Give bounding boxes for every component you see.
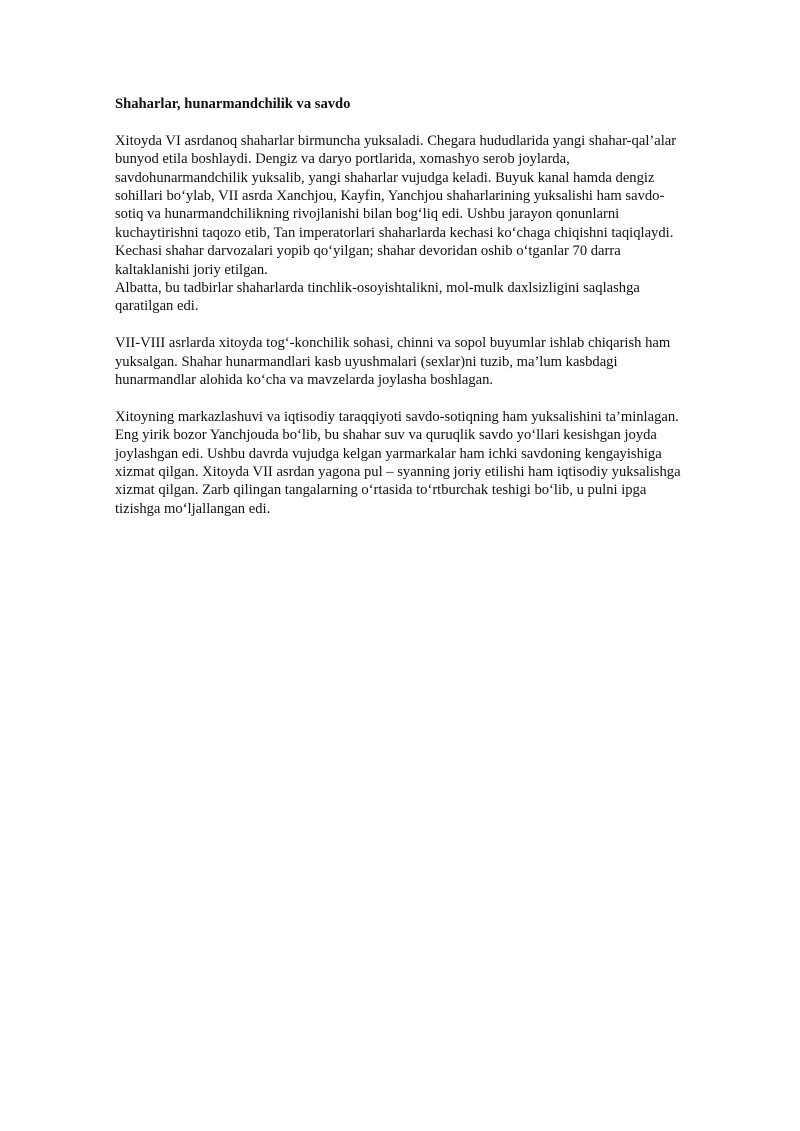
paragraph-line: joylashgan edi. Ushbu davrda vujudga kelgan yarmarkalar ham ichki savdoning kengayishiga [115, 445, 662, 462]
paragraph-spacer [115, 316, 745, 334]
paragraph-line: Albatta, bu tadbirlar shaharlarda tinchlik-osoyishtalikni, mol-mulk daxlsizligini saqlashga [115, 280, 640, 297]
paragraph-line: sotiq va hunarmandchilikning rivojlanishi bilan bog‘liq edi. Ushbu jarayon qonunlarni [115, 206, 620, 223]
paragraph-line: xizmat qilgan. Zarb qilingan tangalarning o‘rtasida to‘rtburchak teshigi bo‘lib, u pulni ipga [115, 482, 647, 499]
paragraph-3 [115, 408, 745, 518]
paragraph-line: tizishga mo‘ljallangan edi. [115, 500, 271, 517]
paragraph-line: Xitoyda VI asrdanoq shaharlar birmuncha yuksaladi. Chegara hududlarida yangi shahar-qal’alar [115, 132, 677, 149]
paragraph-1 [115, 132, 745, 316]
paragraph-line: savdohunarmandchilik yuksalib, yangi shaharlar vujudga keladi. Buyuk kanal hamda dengiz [115, 169, 655, 186]
paragraph-spacer [115, 389, 745, 407]
paragraph-line: qaratilgan edi. [115, 298, 199, 315]
paragraph-line: Eng yirik bozor Yanchjouda bo‘lib, bu shahar suv va quruqlik savdo yo‘llari kesishgan joyda [115, 427, 657, 444]
paragraph-line: kaltaklanishi joriy etilgan. [115, 261, 268, 278]
paragraph-line: xizmat qilgan. Xitoyda VII asrdan yagona pul – syanning joriy etilishi ham iqtisodiy yuksalishga [115, 464, 681, 481]
paragraph-line: Xitoyning markazlashuvi va iqtisodiy taraqqiyoti savdo-sotiqning ham yuksalishini ta’minlagan. [115, 408, 679, 425]
paragraph-line: hunarmandlar alohida ko‘cha va mavzelarda joylasha boshlagan. [115, 372, 494, 389]
paragraph-line: kuchaytirishni taqozo etib, Tan imperatorlari shaharlarda kechasi ko‘chaga chiqishni taqiqlaydi. [115, 224, 674, 241]
paragraph-line: bunyod etila boshlaydi. Dengiz va daryo portlarida, xomashyo serob joylarda, [115, 151, 570, 168]
paragraph-line: yuksalgan. Shahar hunarmandlari kasb uyushmalari (sexlar)ni tuzib, ma’lum kasbdagi [115, 353, 618, 370]
paragraph-line: sohillari bo‘ylab, VII asrda Xanchjou, Kayfin, Yanchjou shaharlarining yuksalishi ham savdo- [115, 188, 665, 205]
document-title: Shaharlar, hunarmandchilik va savdo [115, 96, 351, 112]
document-body [115, 95, 745, 518]
paragraph-line: Kechasi shahar darvozalari yopib qo‘yilgan; shahar devoridan oshib o‘tganlar 70 darra [115, 243, 621, 260]
paragraph-2 [115, 334, 745, 389]
paragraph-line: VII-VIII asrlarda xitoyda tog‘-konchilik sohasi, chinni va sopol buyumlar ishlab chiqarish ham [115, 335, 671, 352]
